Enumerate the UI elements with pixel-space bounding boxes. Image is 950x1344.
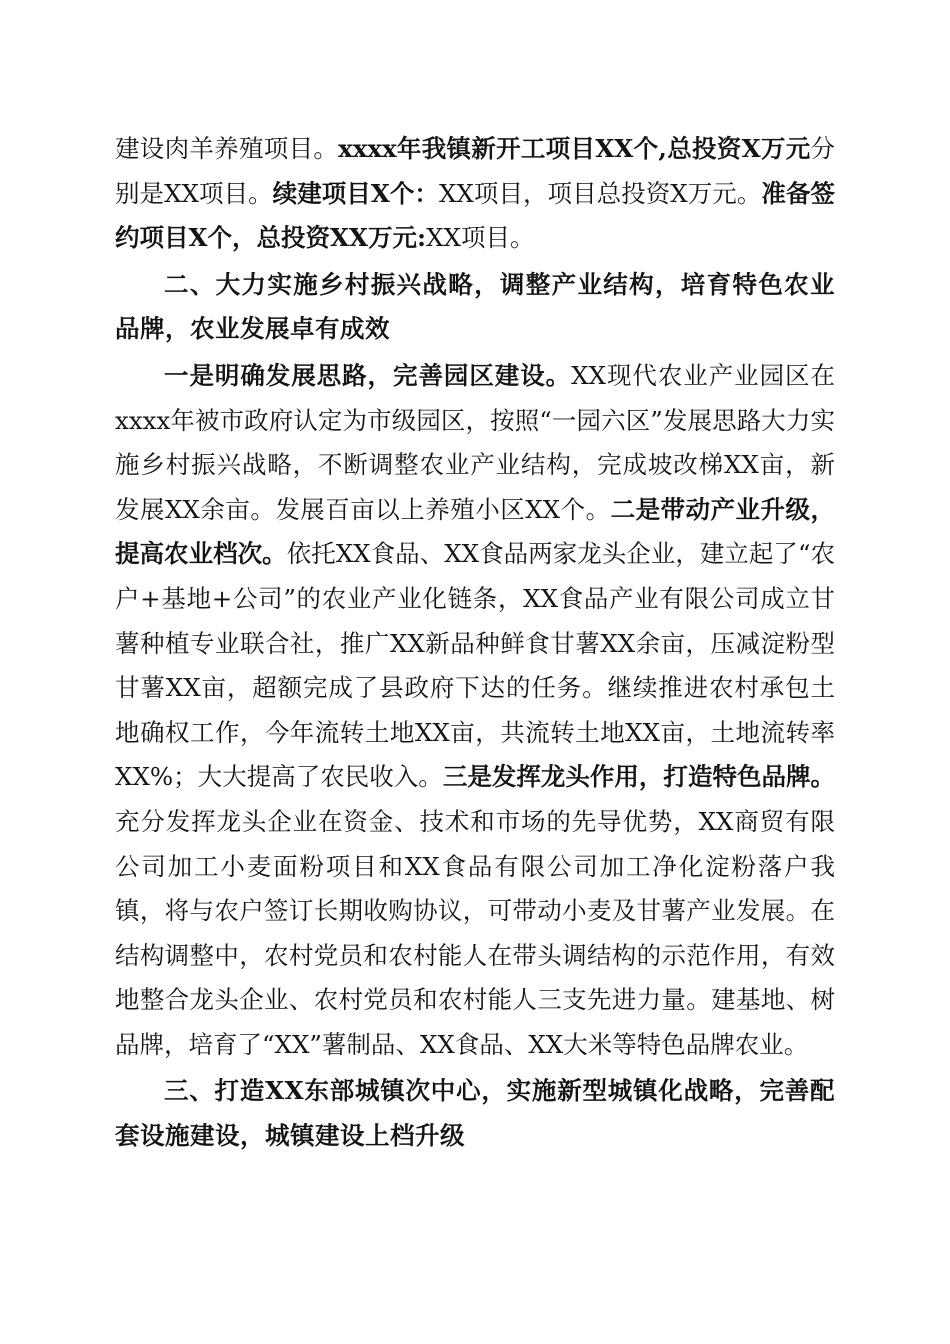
text-run: XX现代农业产业园区在xxxx年被市政府认定为市级园区，按照“一园六区”发展思路大力实施乡村振兴战略，不断调整农业产业结构，完成坡改梯XX亩，新发展XX余亩。发展百亩以上养殖小区XX个。 xyxy=(115,360,835,524)
text-run: XX项目，项目总投资X万元。 xyxy=(438,178,762,208)
text-run-bold: 二是带动产业升级，提高农业档次。 xyxy=(115,494,835,569)
text-run-bold: 续建项目X个： xyxy=(272,178,439,208)
text-run-bold: 三是发挥龙头作用，打造特色品牌。 xyxy=(442,762,836,792)
text-run-bold: 一是明确发展思路，完善园区建设。 xyxy=(164,360,572,390)
heading-text: 二、大力实施乡村振兴战略，调整产业结构，培育特色农业品牌，农业发展卓有成效 xyxy=(115,269,835,344)
text-run: 充分发挥龙头企业在资金、技术和市场的先导优势，XX商贸有限公司加工小麦面粉项目和XX食品有限公司加工净化淀粉落户我镇，将与农户签订长期收购协议，可带动小麦及甘薯产业发展。在结构调整中，农村党员和农村能人在带头调结构的示范作用，有效地整合龙头企业、农村党员和农村能人三支先进力量。建基地、树品牌，培育了“XX”薯制品、XX食品、XX大米等特色品牌农业。 xyxy=(115,806,835,1059)
text-run-bold: 准备签约项目X个，总投资XX万元: xyxy=(115,178,835,253)
document-body xyxy=(115,127,835,1159)
text-run: 分别是XX项目。 xyxy=(115,134,835,208)
text-run: XX项目。 xyxy=(426,223,535,253)
text-run: 建设肉羊养殖项目。 xyxy=(115,134,339,163)
paragraph-project-summary xyxy=(115,127,835,261)
section-heading-three xyxy=(115,1069,835,1158)
heading-text: 三、打造XX东部城镇次中心，实施新型城镇化战略，完善配套设施建设，城镇建设上档升级 xyxy=(115,1076,835,1151)
text-run-bold: xxxx年我镇新开工项目XX个,总投资X万元 xyxy=(338,134,811,163)
section-heading-two xyxy=(115,263,835,352)
text-run: 依托XX食品、XX食品两家龙头企业，建立起了“农户+基地+公司”的农业产业化链条，XX食品产业有限公司成立甘薯种植专业联合社，推广XX新品种鲜食甘薯XX余亩，压减淀粉型甘薯XX亩，超额完成了县政府下达的任务。继续推进农村承包土地确权工作，今年流转土地XX亩，共流转土地XX亩，土地流转率XX%；大大提高了农民收入。 xyxy=(115,539,836,792)
paragraph-agriculture xyxy=(115,354,835,1068)
